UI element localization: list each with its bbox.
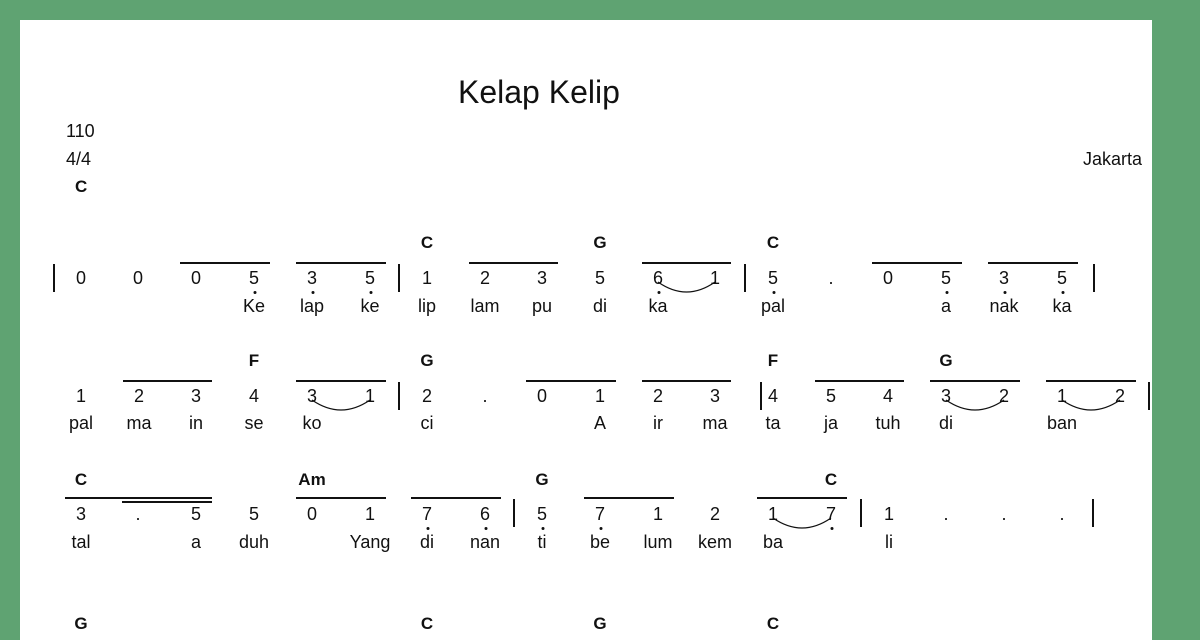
note-number: 3 bbox=[998, 268, 1010, 288]
note-number: 5 bbox=[190, 504, 202, 524]
chord-symbol: G bbox=[939, 351, 953, 370]
note-number: 1 bbox=[767, 504, 779, 524]
bar-line bbox=[1092, 499, 1094, 527]
beam-line bbox=[642, 380, 731, 382]
chord-symbol: G bbox=[593, 233, 607, 252]
note-number: 4 bbox=[248, 386, 260, 406]
chord-symbol: G bbox=[535, 470, 549, 489]
note-number: 1 bbox=[709, 268, 721, 288]
lyric-syllable: nan bbox=[469, 532, 501, 552]
lyric-syllable: pal bbox=[68, 413, 94, 433]
lyric-syllable: lum bbox=[643, 532, 673, 552]
lyric-syllable: ka bbox=[648, 296, 668, 316]
lyric-syllable: ma bbox=[126, 413, 152, 433]
note-number: 7 bbox=[421, 504, 433, 524]
bar-line bbox=[398, 382, 400, 410]
beam-line bbox=[642, 262, 731, 264]
octave-dot-below bbox=[254, 291, 257, 294]
lyric-syllable: tuh bbox=[875, 413, 901, 433]
bar-line bbox=[1093, 264, 1095, 292]
music-sheet bbox=[20, 20, 1152, 640]
note-number: 5 bbox=[248, 504, 260, 524]
lyric-syllable: li bbox=[885, 532, 893, 552]
lyric-syllable: in bbox=[188, 413, 204, 433]
lyric-syllable: ka bbox=[1052, 296, 1072, 316]
beam-line bbox=[180, 262, 270, 264]
chord-symbol: C bbox=[420, 233, 434, 252]
lyric-syllable: ti bbox=[537, 532, 547, 552]
chord-symbol: C bbox=[766, 233, 780, 252]
lyric-syllable: nak bbox=[989, 296, 1019, 316]
time-signature: 4/4 bbox=[66, 149, 92, 169]
chord-symbol: C bbox=[824, 470, 838, 489]
note-number: 2 bbox=[421, 386, 433, 406]
chord-symbol: F bbox=[248, 351, 260, 370]
chord-symbol: C bbox=[766, 614, 780, 633]
chord-symbol: G bbox=[593, 614, 607, 633]
song-title: Kelap Kelip bbox=[458, 74, 620, 110]
lyric-syllable: pu bbox=[531, 296, 553, 316]
chord-symbol: C bbox=[74, 470, 88, 489]
bar-line bbox=[513, 499, 515, 527]
note-number: 3 bbox=[940, 386, 952, 406]
key-chord: C bbox=[75, 177, 88, 196]
bar-line bbox=[760, 382, 762, 410]
beam-line bbox=[872, 262, 962, 264]
beam-line bbox=[411, 497, 501, 499]
slur-arc bbox=[946, 398, 1004, 414]
lyric-syllable: ko bbox=[302, 413, 322, 433]
lyric-syllable: se bbox=[244, 413, 264, 433]
note-number: 1 bbox=[75, 386, 87, 406]
note-number: 2 bbox=[998, 386, 1010, 406]
note-number: 2 bbox=[709, 504, 721, 524]
lyric-syllable: ja bbox=[823, 413, 839, 433]
note-number: 5 bbox=[364, 268, 376, 288]
note-number: 0 bbox=[75, 268, 87, 288]
lyric-syllable: tal bbox=[71, 532, 91, 552]
slur-arc bbox=[658, 280, 715, 296]
note-number: 3 bbox=[190, 386, 202, 406]
lyric-syllable: ke bbox=[360, 296, 380, 316]
beam-line bbox=[123, 380, 212, 382]
beam-line bbox=[988, 262, 1078, 264]
beam-line-double bbox=[122, 501, 212, 503]
chord-symbol: G bbox=[420, 351, 434, 370]
octave-dot-below bbox=[370, 291, 373, 294]
note-number: 7 bbox=[825, 504, 837, 524]
note-number: 0 bbox=[536, 386, 548, 406]
note-number: 5 bbox=[248, 268, 260, 288]
note-number: 1 bbox=[421, 268, 433, 288]
octave-dot-below bbox=[946, 291, 949, 294]
note-number: . bbox=[828, 268, 834, 288]
beam-line bbox=[815, 380, 904, 382]
note-number: . bbox=[943, 504, 949, 524]
note-number: 1 bbox=[594, 386, 606, 406]
note-number: 5 bbox=[767, 268, 779, 288]
note-number: 0 bbox=[882, 268, 894, 288]
note-number: 5 bbox=[536, 504, 548, 524]
lyric-syllable: A bbox=[593, 413, 607, 433]
lyric-syllable: lam bbox=[470, 296, 500, 316]
lyric-syllable: ta bbox=[765, 413, 781, 433]
note-number: 1 bbox=[364, 504, 376, 524]
note-number: 5 bbox=[940, 268, 952, 288]
beam-line bbox=[584, 497, 674, 499]
lyric-syllable: kem bbox=[697, 532, 733, 552]
bar-line bbox=[1148, 382, 1150, 410]
slur-arc bbox=[312, 398, 370, 414]
octave-dot-below bbox=[542, 527, 545, 530]
lyric-syllable: Yang bbox=[349, 532, 391, 552]
beam-line bbox=[526, 380, 616, 382]
beam-line bbox=[757, 497, 847, 499]
octave-dot-below bbox=[600, 527, 603, 530]
note-number: 0 bbox=[190, 268, 202, 288]
slur-arc bbox=[773, 516, 831, 532]
beam-line bbox=[469, 262, 558, 264]
bar-line bbox=[398, 264, 400, 292]
note-number: 2 bbox=[133, 386, 145, 406]
chord-symbol: F bbox=[767, 351, 779, 370]
score bbox=[20, 20, 1152, 640]
beam-line bbox=[296, 380, 386, 382]
note-number: 3 bbox=[306, 386, 318, 406]
note-number: 3 bbox=[75, 504, 87, 524]
note-number: . bbox=[482, 386, 488, 406]
lyric-syllable: ma bbox=[702, 413, 728, 433]
note-number: 5 bbox=[825, 386, 837, 406]
note-number: 2 bbox=[1114, 386, 1126, 406]
lyric-syllable: ban bbox=[1046, 413, 1078, 433]
slur-arc bbox=[1062, 398, 1120, 414]
bar-line bbox=[744, 264, 746, 292]
beam-line bbox=[296, 262, 386, 264]
beam-line bbox=[296, 497, 386, 499]
lyric-syllable: a bbox=[940, 296, 952, 316]
beam-line bbox=[65, 497, 212, 499]
lyric-syllable: duh bbox=[238, 532, 270, 552]
lyric-syllable: ir bbox=[653, 413, 663, 433]
note-number: 3 bbox=[536, 268, 548, 288]
chord-symbol: G bbox=[74, 614, 88, 633]
note-number: 0 bbox=[132, 268, 144, 288]
lyric-syllable: ba bbox=[762, 532, 784, 552]
chord-symbol: C bbox=[420, 614, 434, 633]
note-number: 2 bbox=[652, 386, 664, 406]
note-number: 5 bbox=[1056, 268, 1068, 288]
beam-line bbox=[1046, 380, 1136, 382]
lyric-syllable: pal bbox=[760, 296, 786, 316]
note-number: 1 bbox=[883, 504, 895, 524]
note-number: 2 bbox=[479, 268, 491, 288]
lyric-syllable: be bbox=[589, 532, 611, 552]
beam-line bbox=[930, 380, 1020, 382]
note-number: 1 bbox=[1056, 386, 1068, 406]
octave-dot-below bbox=[312, 291, 315, 294]
lyric-syllable: lip bbox=[417, 296, 437, 316]
note-number: 7 bbox=[594, 504, 606, 524]
bar-line bbox=[53, 264, 55, 292]
tempo: 110 bbox=[66, 121, 95, 141]
note-number: 1 bbox=[652, 504, 664, 524]
note-number: 3 bbox=[709, 386, 721, 406]
octave-dot-below bbox=[1004, 291, 1007, 294]
note-number: 6 bbox=[479, 504, 491, 524]
note-number: . bbox=[135, 504, 141, 524]
note-number: 3 bbox=[306, 268, 318, 288]
lyric-syllable: di bbox=[419, 532, 435, 552]
note-number: 4 bbox=[882, 386, 894, 406]
song-origin: Jakarta bbox=[1083, 149, 1143, 169]
note-number: . bbox=[1059, 504, 1065, 524]
note-number: 0 bbox=[306, 504, 318, 524]
note-number: 1 bbox=[364, 386, 376, 406]
lyric-syllable: ci bbox=[420, 413, 434, 433]
lyric-syllable: Ke bbox=[242, 296, 266, 316]
octave-dot-below bbox=[773, 291, 776, 294]
note-number: 5 bbox=[594, 268, 606, 288]
note-number: 4 bbox=[767, 386, 779, 406]
octave-dot-below bbox=[1062, 291, 1065, 294]
chord-symbol: Am bbox=[298, 470, 326, 489]
note-number: 6 bbox=[652, 268, 664, 288]
octave-dot-below bbox=[427, 527, 430, 530]
bar-line bbox=[860, 499, 862, 527]
lyric-syllable: lap bbox=[299, 296, 325, 316]
octave-dot-below bbox=[485, 527, 488, 530]
lyric-syllable: di bbox=[592, 296, 608, 316]
lyric-syllable: a bbox=[190, 532, 202, 552]
note-number: . bbox=[1001, 504, 1007, 524]
lyric-syllable: di bbox=[938, 413, 954, 433]
